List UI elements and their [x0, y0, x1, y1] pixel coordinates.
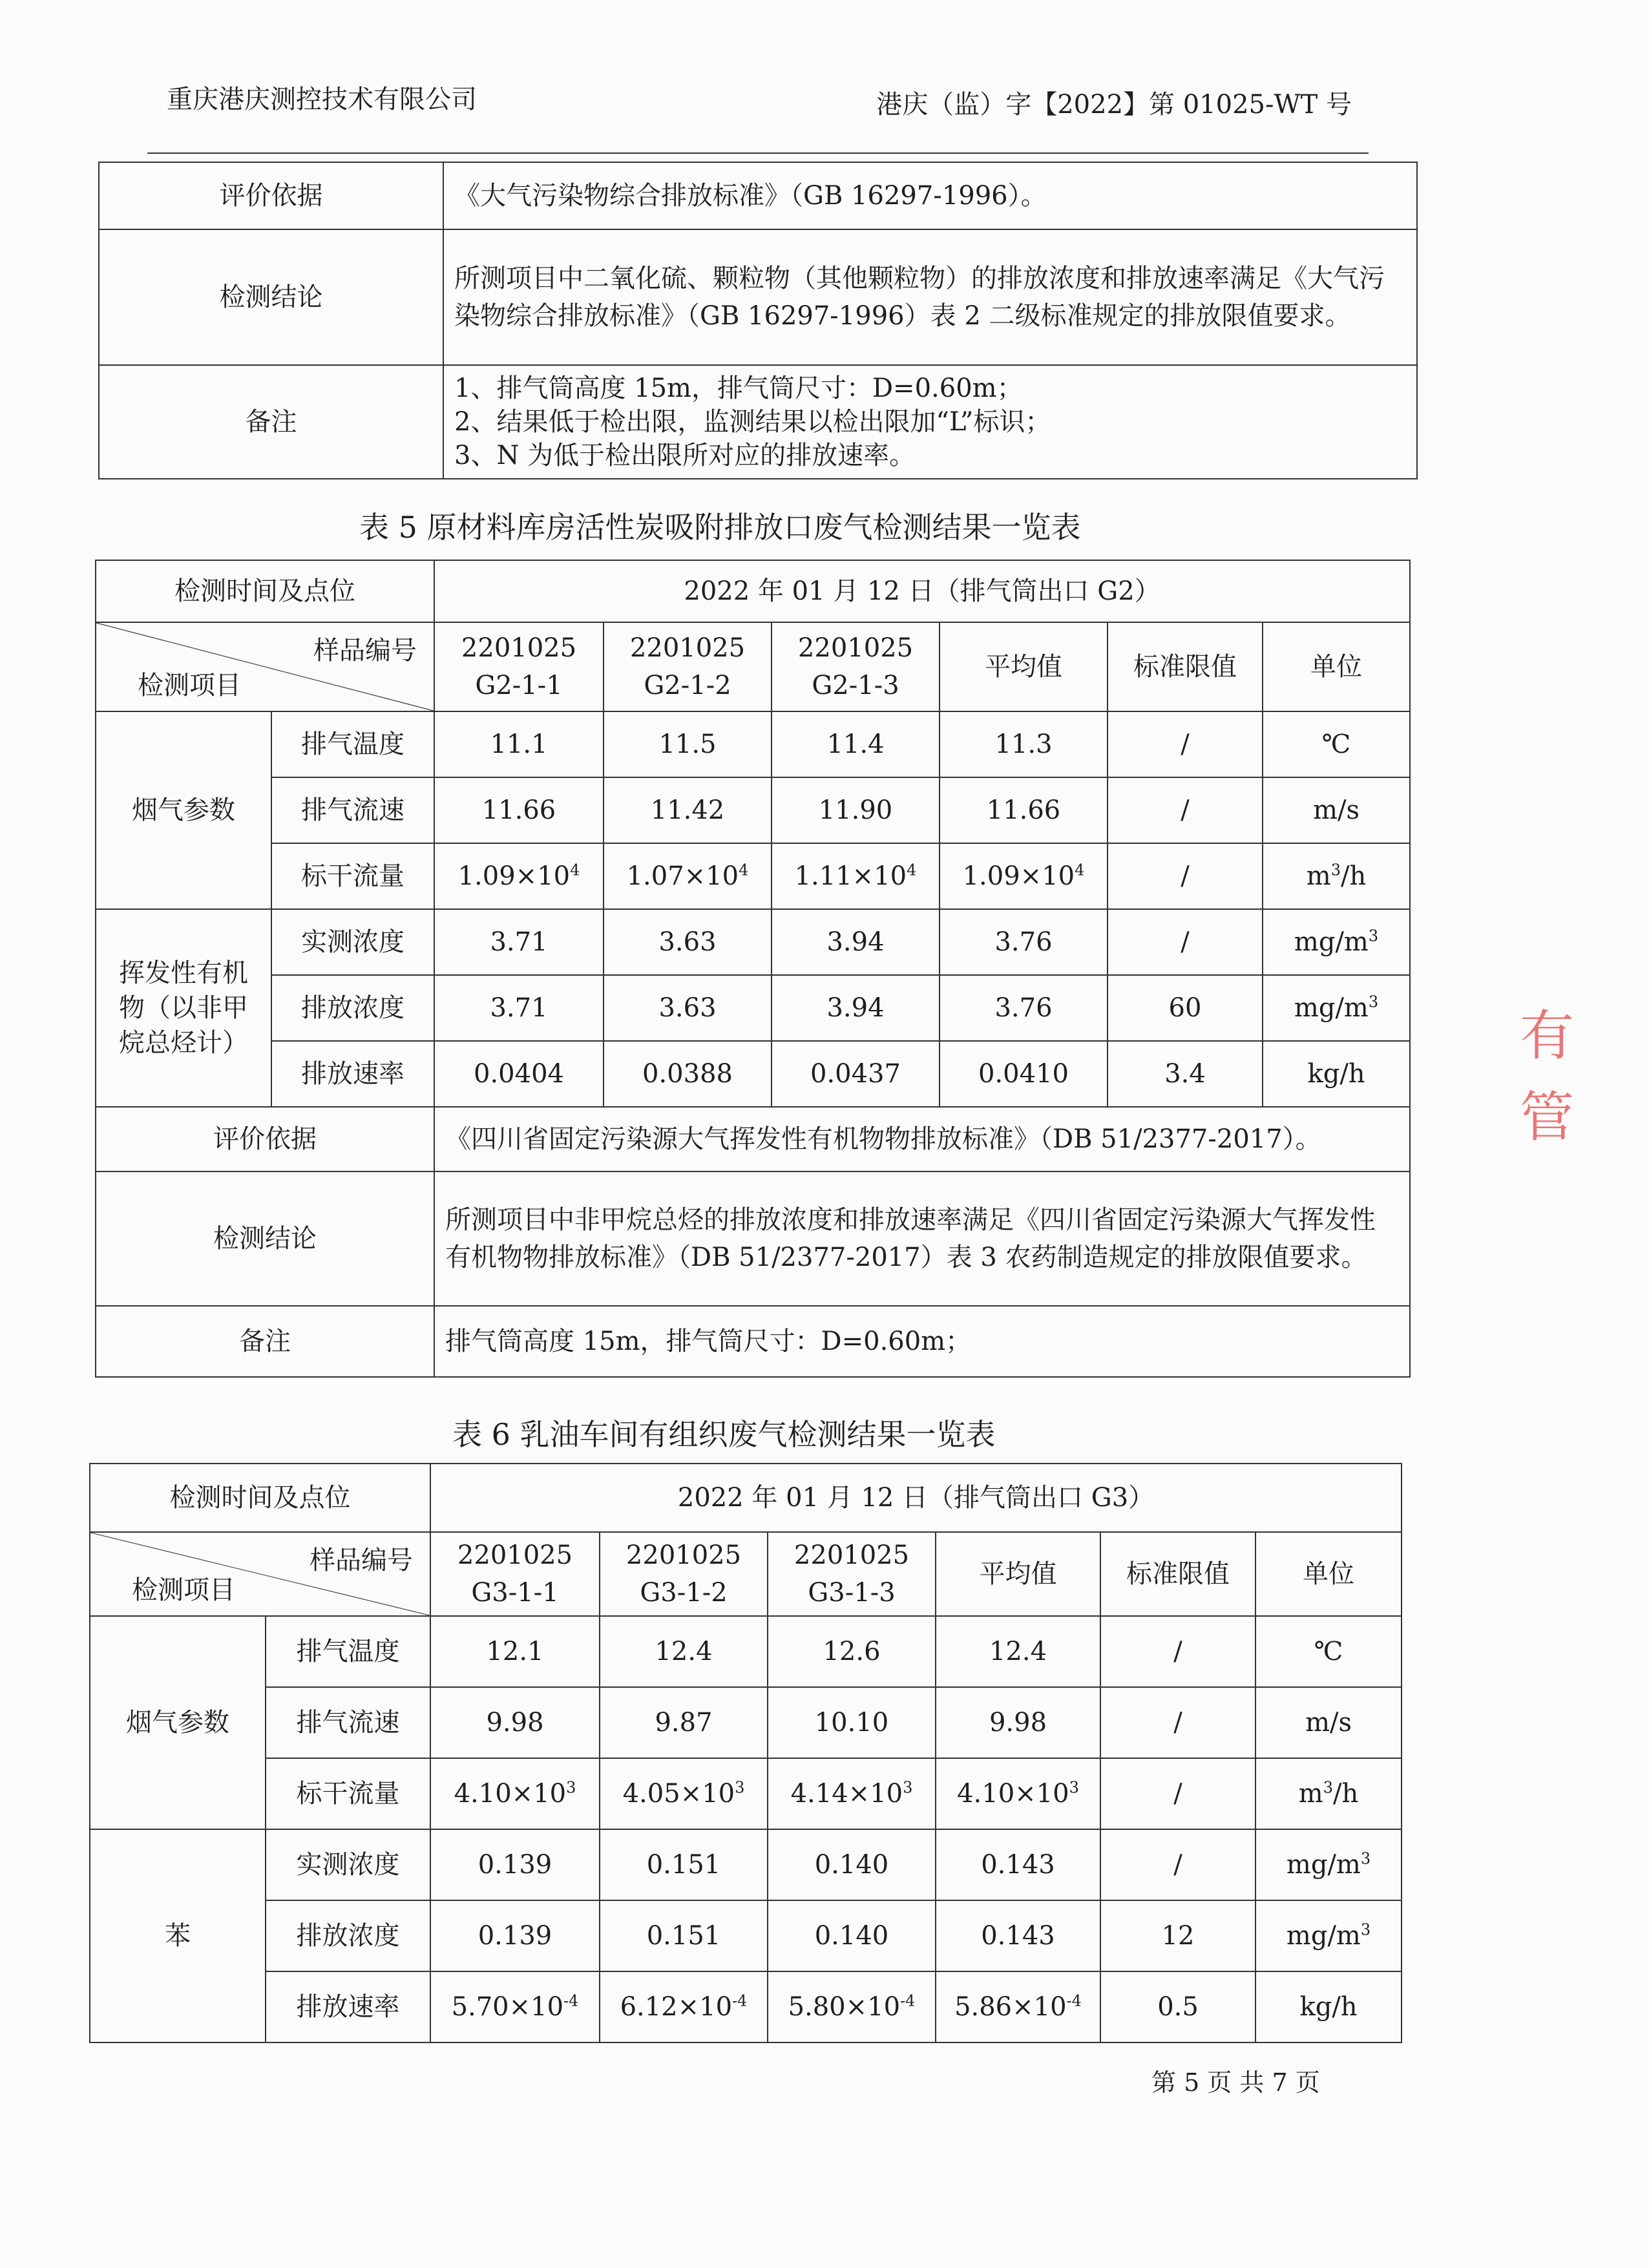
item-name: 标干流量	[266, 1758, 430, 1829]
value-cell: $5.80\times 10^{-4}$	[768, 1971, 936, 2042]
value-cell: 0.140	[768, 1900, 936, 1971]
item-name: 排放速率	[266, 1971, 430, 2042]
average-cell: 12.4	[936, 1616, 1100, 1687]
sample-id: 2201025 G3-1-3	[768, 1532, 936, 1616]
average-header: 平均值	[936, 1532, 1100, 1616]
table-row	[90, 1971, 1402, 2042]
unit-cell: $m^3/h$	[1255, 1758, 1402, 1829]
note-line: 1、排气筒高度 15m，排气筒尺寸：D=0.60m；	[454, 373, 1023, 403]
value-cell: 0.140	[768, 1829, 936, 1900]
table-row	[96, 1306, 1410, 1377]
sample-id: 2201025 G2-1-3	[772, 622, 940, 711]
group-flue-gas: 烟气参数	[96, 711, 271, 909]
average-cell: 0.0410	[940, 1041, 1108, 1107]
conclusion-text: 所测项目中非甲烷总烃的排放浓度和排放速率满足《四川省固定污染源大气挥发性有机物物排放标准》（DB 51/2377-2017）表 3 农药制造规定的排放限值要求。	[434, 1171, 1410, 1306]
value-cell: 3.63	[604, 975, 772, 1041]
company-name: 重庆港庆测控技术有限公司	[167, 85, 477, 114]
note-label: 备注	[96, 1306, 434, 1377]
table-row	[90, 1758, 1402, 1829]
time-location-label: 检测时间及点位	[96, 560, 434, 622]
unit-cell: kg/h	[1263, 1041, 1410, 1107]
average-cell: $4.10\times 10^3$	[936, 1758, 1100, 1829]
value-cell: 9.98	[430, 1687, 600, 1758]
table-row	[90, 1532, 1402, 1616]
table-row	[96, 1041, 1410, 1107]
note-label: 备注	[99, 365, 443, 479]
value-cell: $4.10\times 10^3$	[430, 1758, 600, 1829]
average-cell: $1.09\times 10^4$	[940, 843, 1108, 909]
limit-cell: /	[1100, 1687, 1255, 1758]
average-cell: 9.98	[936, 1687, 1100, 1758]
value-cell: 0.139	[430, 1829, 600, 1900]
report-number: 港庆（监）字【2022】第 01025-WT 号	[876, 90, 1352, 120]
value-cell: 12.4	[600, 1616, 768, 1687]
stamp-char: 有	[1520, 1004, 1575, 1067]
table-row	[90, 1829, 1402, 1900]
average-cell: 0.143	[936, 1900, 1100, 1971]
unit-cell: m/s	[1263, 777, 1410, 843]
note-line: 2、结果低于检出限，监测结果以检出限加“L”标识；	[454, 407, 1051, 437]
limit-cell: /	[1100, 1829, 1255, 1900]
diagonal-header-cell	[90, 1532, 430, 1616]
value-cell: 3.71	[434, 909, 604, 975]
sample-id: 2201025 G3-1-2	[600, 1532, 768, 1616]
value-cell: 11.66	[434, 777, 604, 843]
value-cell: 11.1	[434, 711, 604, 777]
sample-id: 2201025 G2-1-2	[604, 622, 772, 711]
table-row	[96, 711, 1410, 777]
limit-cell: /	[1100, 1616, 1255, 1687]
average-cell: 3.76	[940, 909, 1108, 975]
table-row	[90, 1616, 1402, 1687]
limit-header: 标准限值	[1100, 1532, 1255, 1616]
item-name: 标干流量	[271, 843, 434, 909]
eval-basis-text: 《大气污染物综合排放标准》（GB 16297-1996）。	[443, 162, 1417, 229]
unit-cell: ℃	[1263, 711, 1410, 777]
unit-header: 单位	[1263, 622, 1410, 711]
sample-id: 2201025 G2-1-1	[434, 622, 604, 711]
unit-cell: kg/h	[1255, 1971, 1402, 2042]
value-cell: 0.0388	[604, 1041, 772, 1107]
unit-cell: $mg/m^3$	[1263, 975, 1410, 1041]
value-cell: $1.09\times 10^4$	[434, 843, 604, 909]
item-name: 排气温度	[266, 1616, 430, 1687]
average-cell: 0.143	[936, 1829, 1100, 1900]
value-cell: $1.11\times 10^4$	[772, 843, 940, 909]
value-cell: 3.94	[772, 975, 940, 1041]
group-voc: 挥发性有机 物（以非甲 烷总烃计）	[96, 909, 271, 1107]
limit-cell: 0.5	[1100, 1971, 1255, 2042]
test-item-label: 检测项目	[132, 1575, 235, 1605]
table-row	[96, 909, 1410, 975]
table-row	[96, 622, 1410, 711]
table6	[89, 1463, 1402, 2043]
item-name: 排气温度	[271, 711, 434, 777]
stamp-char: 管	[1520, 1086, 1575, 1149]
value-cell: 3.71	[434, 975, 604, 1041]
table5	[95, 560, 1411, 1378]
average-header: 平均值	[940, 622, 1108, 711]
table-row	[96, 975, 1410, 1041]
value-cell: $4.14\times 10^3$	[768, 1758, 936, 1829]
value-cell: $1.07\times 10^4$	[604, 843, 772, 909]
item-name: 排放浓度	[271, 975, 434, 1041]
time-location-value: 2022 年 01 月 12 日（排气筒出口 G3）	[430, 1464, 1402, 1532]
unit-cell: $mg/m^3$	[1263, 909, 1410, 975]
table-row	[90, 1464, 1402, 1532]
item-name: 排气流速	[271, 777, 434, 843]
value-cell: 9.87	[600, 1687, 768, 1758]
note-line: 3、N 为低于检出限所对应的排放速率。	[454, 441, 916, 470]
table-row	[99, 229, 1417, 365]
time-location-label: 检测时间及点位	[90, 1464, 430, 1532]
table5-caption: 表 5 原材料库房活性炭吸附排放口废气检测结果一览表	[359, 510, 1081, 545]
table6-caption: 表 6 乳油车间有组织废气检测结果一览表	[452, 1417, 996, 1452]
item-name: 实测浓度	[271, 909, 434, 975]
value-cell: 11.4	[772, 711, 940, 777]
value-cell: 12.1	[430, 1616, 600, 1687]
item-name: 排气流速	[266, 1687, 430, 1758]
value-cell: 11.90	[772, 777, 940, 843]
unit-cell: m/s	[1255, 1687, 1402, 1758]
value-cell: 0.139	[430, 1900, 600, 1971]
value-cell: 10.10	[768, 1687, 936, 1758]
page-number: 第 5 页 共 7 页	[1151, 2068, 1320, 2097]
limit-cell: 60	[1108, 975, 1263, 1041]
limit-header: 标准限值	[1108, 622, 1263, 711]
conclusion-text: 所测项目中二氧化硫、颗粒物（其他颗粒物）的排放浓度和排放速率满足《大气污染物综合排放标准》（GB 16297-1996）表 2 二级标准规定的排放限值要求。	[443, 229, 1417, 365]
value-cell: $4.05\times 10^3$	[600, 1758, 768, 1829]
sample-id: 2201025 G3-1-1	[430, 1532, 600, 1616]
conclusion-label: 检测结论	[96, 1171, 434, 1306]
value-cell: 3.94	[772, 909, 940, 975]
eval-basis-label: 评价依据	[99, 162, 443, 229]
average-cell: 11.3	[940, 711, 1108, 777]
red-seal-stamp	[1520, 995, 1636, 1182]
note-text	[443, 365, 1417, 479]
unit-cell: ℃	[1255, 1616, 1402, 1687]
limit-cell: /	[1108, 777, 1263, 843]
value-cell: 11.5	[604, 711, 772, 777]
item-name: 实测浓度	[266, 1829, 430, 1900]
top-table	[98, 162, 1418, 479]
value-cell: 12.6	[768, 1616, 936, 1687]
value-cell: 0.0404	[434, 1041, 604, 1107]
diagonal-header-cell	[96, 622, 434, 711]
limit-cell: /	[1100, 1758, 1255, 1829]
unit-cell: $mg/m^3$	[1255, 1900, 1402, 1971]
average-cell: $5.86\times 10^{-4}$	[936, 1971, 1100, 2042]
limit-cell: 12	[1100, 1900, 1255, 1971]
unit-cell: $m^3/h$	[1263, 843, 1410, 909]
table-row	[96, 1171, 1410, 1306]
table-row	[99, 162, 1417, 229]
group-benzene: 苯	[90, 1829, 266, 2042]
value-cell: $6.12\times 10^{-4}$	[600, 1971, 768, 2042]
table-row	[99, 365, 1417, 479]
table-row	[96, 777, 1410, 843]
time-location-value: 2022 年 01 月 12 日（排气筒出口 G2）	[434, 560, 1410, 622]
limit-cell: /	[1108, 909, 1263, 975]
table-row	[96, 1107, 1410, 1171]
table-row	[96, 843, 1410, 909]
limit-cell: /	[1108, 843, 1263, 909]
limit-cell: 3.4	[1108, 1041, 1263, 1107]
item-name: 排放浓度	[266, 1900, 430, 1971]
unit-cell: $mg/m^3$	[1255, 1829, 1402, 1900]
group-flue-gas: 烟气参数	[90, 1616, 266, 1829]
table-row	[96, 560, 1410, 622]
eval-basis-label: 评价依据	[96, 1107, 434, 1171]
note-text: 排气筒高度 15m，排气筒尺寸：D=0.60m；	[434, 1306, 1410, 1377]
table-row	[90, 1900, 1402, 1971]
sample-no-label: 样品编号	[313, 636, 417, 666]
average-cell: 3.76	[940, 975, 1108, 1041]
value-cell: 0.151	[600, 1900, 768, 1971]
value-cell: 11.42	[604, 777, 772, 843]
table-row	[90, 1687, 1402, 1758]
header-divider	[147, 152, 1369, 154]
conclusion-label: 检测结论	[99, 229, 443, 365]
limit-cell: /	[1108, 711, 1263, 777]
value-cell: $5.70\times 10^{-4}$	[430, 1971, 600, 2042]
value-cell: 0.0437	[772, 1041, 940, 1107]
value-cell: 0.151	[600, 1829, 768, 1900]
sample-no-label: 样品编号	[310, 1546, 413, 1575]
item-name: 排放速率	[271, 1041, 434, 1107]
test-item-label: 检测项目	[138, 671, 241, 700]
value-cell: 3.63	[604, 909, 772, 975]
eval-basis-text: 《四川省固定污染源大气挥发性有机物物排放标准》（DB 51/2377-2017）。	[434, 1107, 1410, 1171]
unit-header: 单位	[1255, 1532, 1402, 1616]
average-cell: 11.66	[940, 777, 1108, 843]
